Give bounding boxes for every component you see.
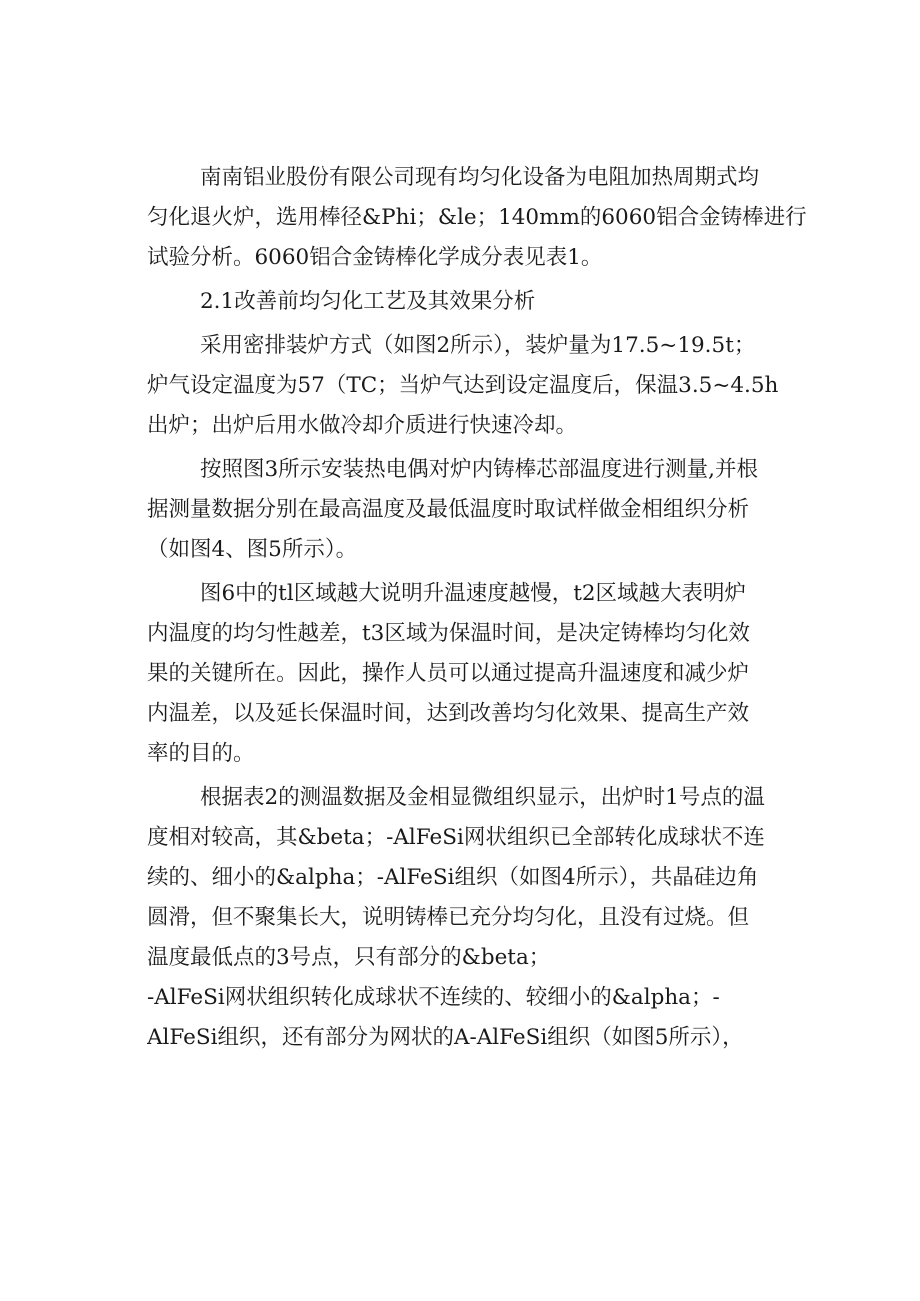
paragraph-4-line-4: 内温差，以及延长保温时间，达到改善均匀化效果、提高生产效 [147,701,750,726]
paragraph-5-line-2: 度相对较高，其&beta；-AlFeSi网状组织已全部转化成球状不连 [147,825,765,850]
section-heading: 2.1改善前均匀化工艺及其效果分析 [200,289,536,314]
paragraph-1-line-2: 匀化退火炉，选用棒径&Phi；&le；140mm的6060铝合金铸棒进行 [147,205,807,230]
paragraph-2-line-2: 炉气设定温度为57（TC；当炉气达到设定温度后，保温3.5~4.5h [147,373,779,398]
paragraph-3-line-2: 据测量数据分别在最高温度及最低温度时取试样做金相组织分析 [147,497,750,522]
paragraph-5-line-1: 根据表2的测温数据及金相显微组织显示，出炉时1号点的温 [200,785,765,810]
paragraph-3-line-3: （如图4、图5所示）。 [147,537,358,562]
paragraph-4-line-5: 率的目的。 [147,741,255,766]
document-body [147,158,807,1058]
paragraph-4-line-1: 图6中的tl区域越大说明升温速度越慢，t2区域越大表明炉 [200,581,747,606]
paragraph-3-line-1: 按照图3所示安装热电偶对炉内铸棒芯部温度进行测量,并根 [200,457,759,482]
paragraph-5-line-5: 温度最低点的3号点，只有部分的&beta； [147,945,551,970]
paragraph-2-line-1: 采用密排装炉方式（如图2所示），装炉量为17.5~19.5t； [200,333,756,358]
paragraph-1-line-1: 南南铝业股份有限公司现有均匀化设备为电阻加热周期式均 [200,165,760,190]
paragraph-1-line-3: 试验分析。6060铝合金铸棒化学成分表见表1。 [147,245,603,270]
paragraph-5-line-7: AlFeSi组织，还有部分为网状的A-AlFeSi组织（如图5所示）， [147,1025,744,1050]
paragraph-2-line-3: 出炉；出炉后用水做冷却介质进行快速冷却。 [147,413,578,438]
paragraph-5-line-3: 续的、细小的&alpha；-AlFeSi组织（如图4所示），共晶硅边角 [147,865,759,890]
paragraph-5-line-6: -AlFeSi网状组织转化成球状不连续的、较细小的&alpha；- [147,985,720,1010]
paragraph-4-line-2: 内温度的均匀性越差，t3区域为保温时间，是决定铸棒均匀化效 [147,621,750,646]
paragraph-5-line-4: 圆滑，但不聚集长大，说明铸棒已充分均匀化，且没有过烧。但 [147,905,750,930]
paragraph-4-line-3: 果的关键所在。因此，操作人员可以通过提高升温速度和减少炉 [147,661,750,686]
